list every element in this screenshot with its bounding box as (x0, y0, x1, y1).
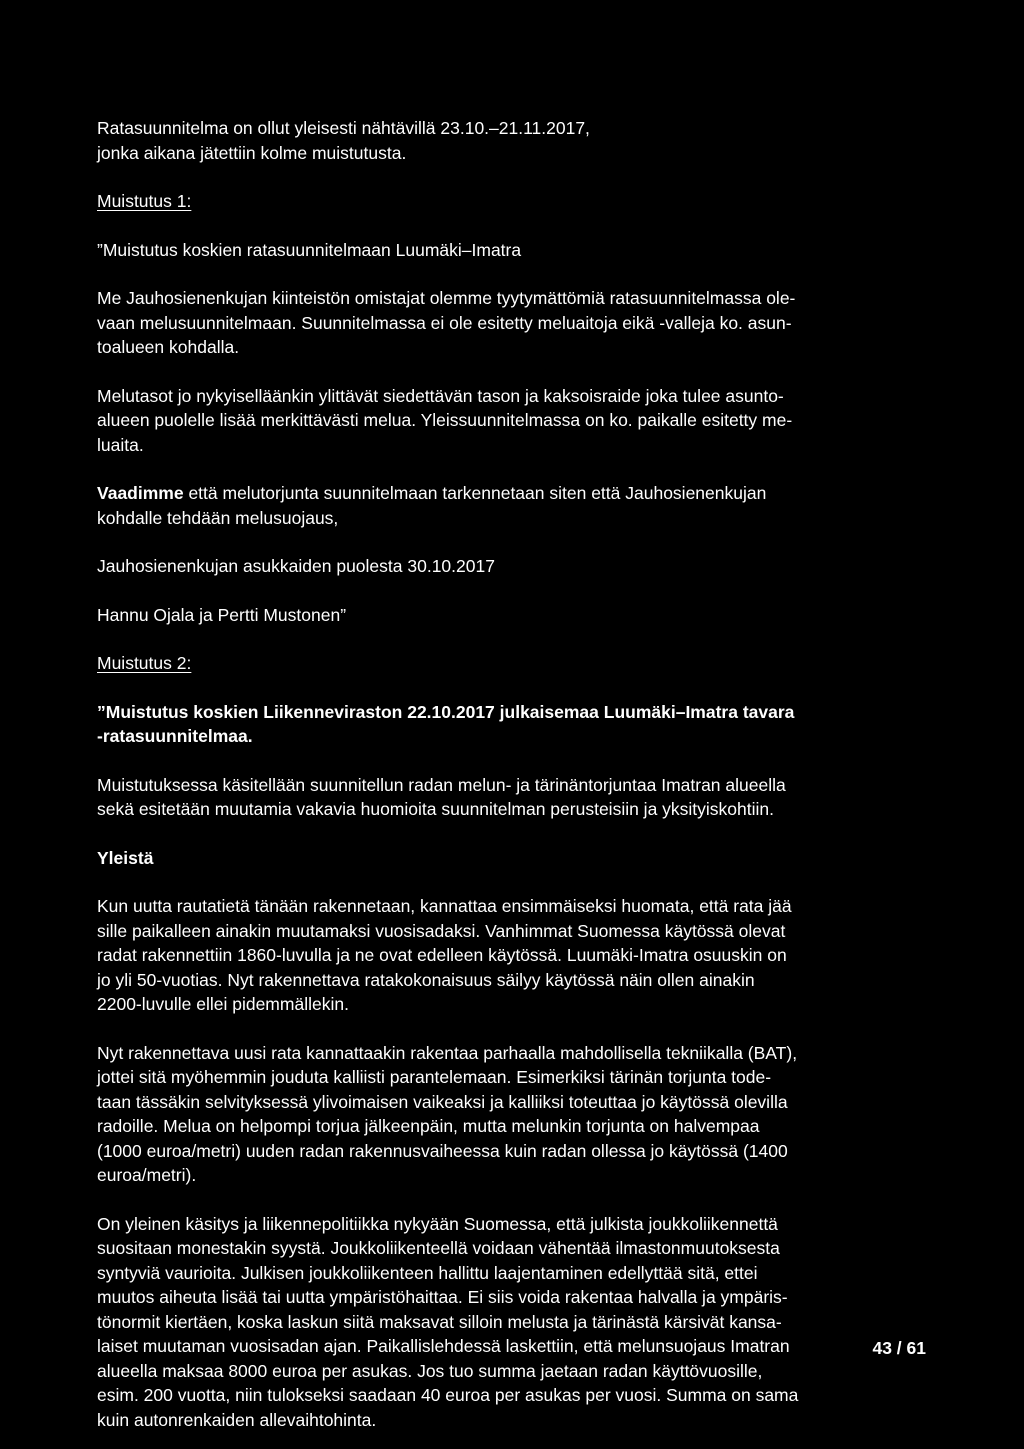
muistutus-1-signers: Hannu Ojala ja Pertti Mustonen” (97, 604, 347, 625)
text-line: syntyviä vaurioita. Julkisen joukkoliikenteen hallittu laajentaminen edellyttää sitä, ettei (97, 1262, 758, 1283)
text-line: tönormit kiertäen, koska laskun siitä maksavat silloin melusta ja tärinästä kärsivät kansa- (97, 1311, 782, 1332)
text-line: luaita. (97, 434, 144, 455)
muistutus-1-heading: Muistutus 1: (97, 191, 192, 211)
text-line: jottei sitä myöhemmin jouduta kalliisti parantelemaan. Esimerkiksi tärinän torjunta tode- (97, 1067, 772, 1087)
text-line: suositaan monestakin syystä. Joukkoliikenteellä voidaan vähentää ilmastonmuutoksesta (97, 1238, 780, 1258)
text-line: alueen puolelle lisää merkittävästi melua. Yleissuunnitelmassa on ko. paikalle esitetty me- (97, 410, 793, 430)
text-line: radoille. Melua on helpompi torjua jälkeenpäin, mutta melunkin torjunta on halvempaa (97, 1116, 760, 1136)
text-line: kuin autonrenkaiden allevaihtohinta. (97, 1409, 377, 1430)
yleista-paragraph (97, 894, 927, 1017)
muistutus-1-demand (97, 481, 927, 530)
text-line: vaan melusuunnitelmaan. Suunnitelmassa ei ole esitetty meluaitoja eikä -valleja ko. asun- (97, 312, 792, 333)
text-line: ”Muistutus koskien Liikenneviraston 22.10.2017 julkaisemaa Luumäki–Imatra tavara (97, 701, 795, 722)
text-line: sille paikalleen ainakin muutamaksi vuosisadaksi. Vanhimmat Suomessa käytössä olevat (97, 920, 786, 941)
text-line: kohdalle tehdään melusuojaus, (97, 507, 339, 528)
muistutus-2-title (97, 700, 927, 749)
text-line: Melutasot jo nykyiselläänkin ylittävät siedettävän tason ja kaksoisraide joka tulee asunto- (97, 385, 784, 406)
text-line: laiset muutaman vuosisadan ajan. Paikallislehdessä laskettiin, että melunsuojaus Imatran (97, 1336, 790, 1356)
text-line: muutos aiheuta lisää tai uutta ympäristöhaittaa. Ei siis voida rakentaa halvalla ja ympäris- (97, 1287, 788, 1307)
bold-lead: Vaadimme (97, 483, 184, 503)
text-line: esim. 200 vuotta, niin tulokseksi saadaan 40 euroa per asukas per vuosi. Summa on sama (97, 1385, 799, 1405)
document-body (97, 116, 927, 1432)
muistutus-1-title: ”Muistutus koskien ratasuunnitelmaan Luumäki–Imatra (97, 239, 522, 260)
text-line: 2200-luvulle ellei pidemmällekin. (97, 994, 349, 1014)
text-line: alueella maksaa 8000 euroa per asukas. Jos tuo summa jaetaan radan käyttövuosille, (97, 1360, 763, 1381)
muistutus-1-paragraph (97, 286, 927, 360)
text-line: (1000 euroa/metri) uuden radan rakennusvaiheessa kuin radan ollessa jo käytössä (1400 (97, 1140, 788, 1161)
muistutus-1-signature-line: Jauhosienenkujan asukkaiden puolesta 30.10.2017 (97, 556, 495, 576)
text-line: jonka aikana jätettiin kolme muistutusta. (97, 142, 407, 163)
text-line: Ratasuunnitelma on ollut yleisesti nähtävillä 23.10.–21.11.2017, (97, 118, 590, 138)
intro-paragraph (97, 116, 927, 165)
yleista-paragraph (97, 1041, 927, 1188)
text-line: Me Jauhosienenkujan kiinteistön omistajat olemme tyytymättömiä ratasuunnitelmassa ole- (97, 288, 796, 308)
text-line: Nyt rakennettava uusi rata kannattaakin rakentaa parhaalla mahdollisella tekniikalla (BAT), (97, 1042, 798, 1063)
text-line: Muistutuksessa käsitellään suunnitellun radan melun- ja tärinäntorjuntaa Imatran alueella (97, 774, 786, 795)
muistutus-2-paragraph (97, 773, 927, 822)
page-number: 43 / 61 (872, 1338, 926, 1358)
text-line: sekä esitetään muutamia vakavia huomioita suunnitelman perusteisiin ja yksityiskohtiin. (97, 799, 775, 819)
text-line: että melutorjunta suunnitelmaan tarkennetaan siten että Jauhosienenkujan (183, 483, 767, 503)
muistutus-1-paragraph (97, 384, 927, 458)
text-line: Kun uutta rautatietä tänään rakennetaan, kannattaa ensimmäiseksi huomata, että rata jää (97, 896, 792, 916)
text-line: jo yli 50-vuotias. Nyt rakennettava ratakokonaisuus säilyy käytössä näin ollen ainakin (97, 969, 755, 990)
yleista-heading: Yleistä (97, 847, 154, 868)
yleista-paragraph (97, 1212, 927, 1433)
text-line: toalueen kohdalla. (97, 337, 240, 357)
text-line: -ratasuunnitelmaa. (97, 726, 253, 746)
text-line: On yleinen käsitys ja liikennepolitiikka nykyään Suomessa, että julkista joukkoliikennettä (97, 1213, 778, 1234)
text-line: taan tässäkin selvityksessä ylivoimaisen vaikeaksi ja kalliiksi toteuttaa jo käytössä olevilla (97, 1091, 788, 1112)
text-line: radat rakennettiin 1860-luvulla ja ne ovat edelleen käytössä. Luumäki-Imatra osuuskin on (97, 945, 787, 965)
text-line: euroa/metri). (97, 1165, 197, 1185)
muistutus-2-heading: Muistutus 2: (97, 653, 192, 673)
